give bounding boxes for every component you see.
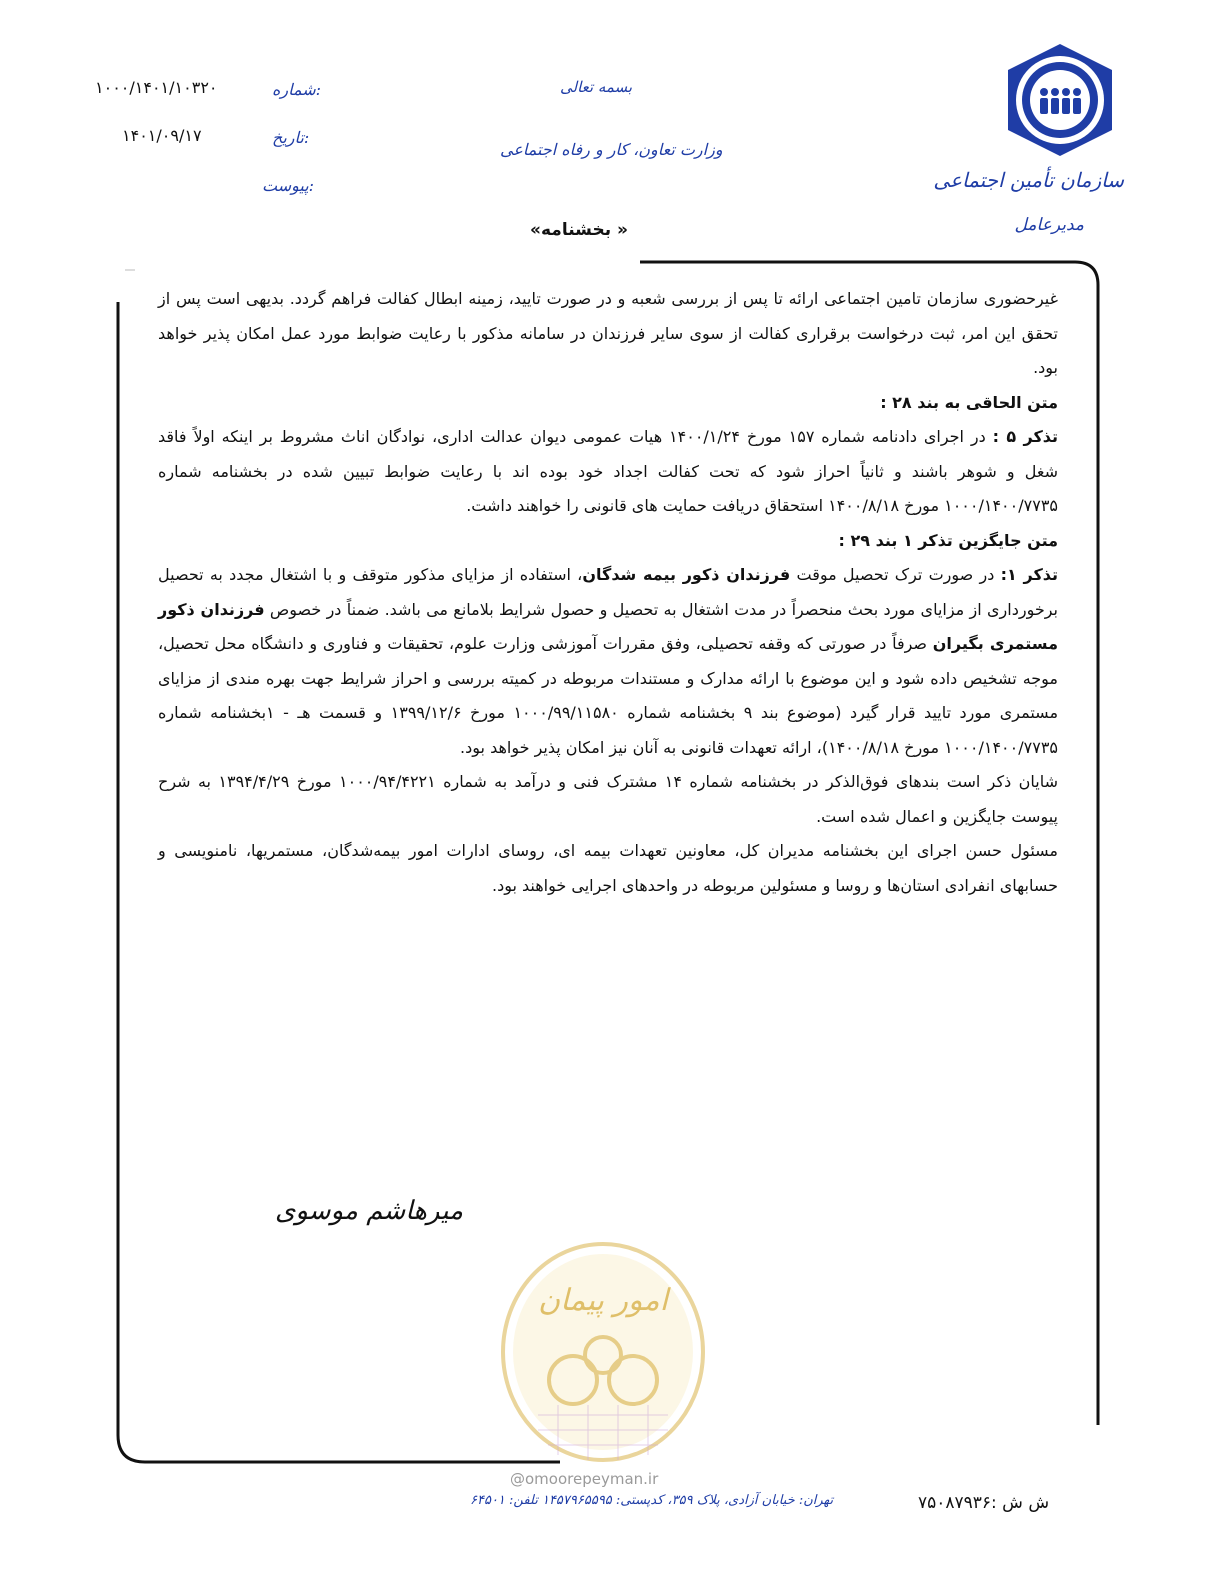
date-value: ۱۴۰۱/۰۹/۱۷ <box>122 126 202 145</box>
svg-text:امور پیمان: امور پیمان <box>538 1283 668 1318</box>
heading-appendix-28: متن الحاقی به بند ۲۸ : <box>880 392 1058 412</box>
note-1-part3: صرفاً در صورتی که وقفه تحصیلی، وفق مقررات آموزشی وزارت علوم، تحقیقات و فناوری و دانشگاه محل تحصیل، موجه تشخیص داده شود و این موضوع با ارائه مدارک و مستندات مربوطه در کمیته بررسی و احراز شرایط جهت بهره مندی از مزایای مستمری مورد تایید قرار گیرد (موضوع بند ۹ بخشنامه شماره ۱۰۰۰/۹۹/۱۱۵۸۰ مورخ ۱۳۹۹/۱۲/۶ و قسمت هـ - ۱بخشنامه شماره ۱۰۰۰/۱۴۰۰/۷۷۳۵ مورخ ۱۴۰۰/۸/۱۸)، ارائه تعهدات قانونی به آنان نیز امکان پذیر خواهد بود. <box>158 634 1059 757</box>
ministry-name: وزارت تعاون، کار و رفاه اجتماعی <box>500 140 723 159</box>
signature: میرهاشم موسوی <box>275 1196 464 1226</box>
organization-name: سازمان تأمین اجتماعی <box>933 168 1124 192</box>
paragraph-responsible: مسئول حسن اجرای این بخشنامه مدیران کل، معاونین تعهدات بیمه ای، روسای ادارات امور بیمه‌شدگان، مستمریها، نامنویسی و حسابهای انفرادی استان‌ها و روسا و مسئولین مربوطه در واحدهای اجرایی خواهند بود. <box>158 841 1058 895</box>
paragraph-replacement: شایان ذکر است بندهای فوق‌الذکر در بخشنامه شماره ۱۴ مشترک فنی و درآمد به شماره ۱۰۰۰/۹۴/۴۲۲۱ مورخ ۱۳۹۴/۴/۲۹ به شرح پیوست جایگزین و اعمال شده است. <box>158 772 1059 826</box>
note-5-text: در اجرای دادنامه شماره ۱۵۷ مورخ ۱۴۰۰/۱/۲۴ هیات عمومی دیوان عدالت اداری، نوادگان اناث مشروط بر اینکه اولاً فاقد شغل و شوهر باشند و ثانیاً احراز شود که تحت کفالت اجداد خود بوده اند با رعایت ضوابط تبیین شده در بخشنامه شماره ۱۰۰۰/۱۴۰۰/۷۷۳۵ مورخ ۱۴۰۰/۸/۱۸ استحقاق دریافت حمایت های قانونی را خواهند داشت. <box>158 427 1058 515</box>
note-1 <box>158 558 1058 765</box>
serial-number: ش ش :۷۵۰۸۷۹۳۶ <box>918 1493 1050 1513</box>
organization-role: مدیرعامل <box>1014 215 1084 235</box>
stamp-logo <box>498 1240 708 1465</box>
date-label: تاریخ: <box>272 128 310 147</box>
circular-title: «بخشنامه » <box>530 220 628 240</box>
note-1-part2: ، استفاده از مزایای مذکور متوقف و با اشتغال مجدد به تحصیل برخورداری از مزایای مورد بحث منحصراً در مدت اشتغال به تحصیل و حصول شرایط بلامانع می باشد. ضمناً در خصوص <box>158 565 1058 619</box>
bismillah: بسمه تعالی <box>560 78 633 96</box>
attachment-label: پیوست: <box>262 176 315 195</box>
number-label: شماره: <box>272 80 322 99</box>
note-1-bold2: فرزندان ذکور مستمری بگیران <box>158 599 1058 653</box>
watermark-text: @omoorepeyman.ir <box>510 1470 659 1488</box>
footer-address: تهران: خیابان آزادی، پلاک ۳۵۹، کدپستی: ۱۴۵۷۹۶۵۵۹۵ تلفن: ۶۴۵۰۱ <box>470 1493 834 1508</box>
body-text <box>158 282 1058 903</box>
note-5-label: تذکر ۵ : <box>992 427 1059 446</box>
heading-replacement-29: متن جایگزین تذکر ۱ بند ۲۹ : <box>838 530 1058 550</box>
note-1-bold1: فرزندان ذکور بیمه شدگان <box>582 565 791 584</box>
number-value: ۱۰۰۰/۱۴۰۱/۱۰۳۲۰ <box>95 78 218 97</box>
organization-logo <box>1000 40 1120 160</box>
paragraph-continuation: غیرحضوری سازمان تامین اجتماعی ارائه تا پس از بررسی شعبه و در صورت تایید، زمینه ابطال کفالت فراهم گردد. بدیهی است پس از تحقق این امر، ثبت درخواست برقراری کفالت از سوی سایر فرزندان در سامانه مذکور با رعایت ضوابط مورد عمل امکان پذیر خواهد بود. <box>158 289 1058 377</box>
note-1-part1: در صورت ترک تحصیل موقت <box>790 565 1001 584</box>
note-1-label: تذکر ۱: <box>1000 565 1059 584</box>
note-5 <box>158 420 1058 524</box>
